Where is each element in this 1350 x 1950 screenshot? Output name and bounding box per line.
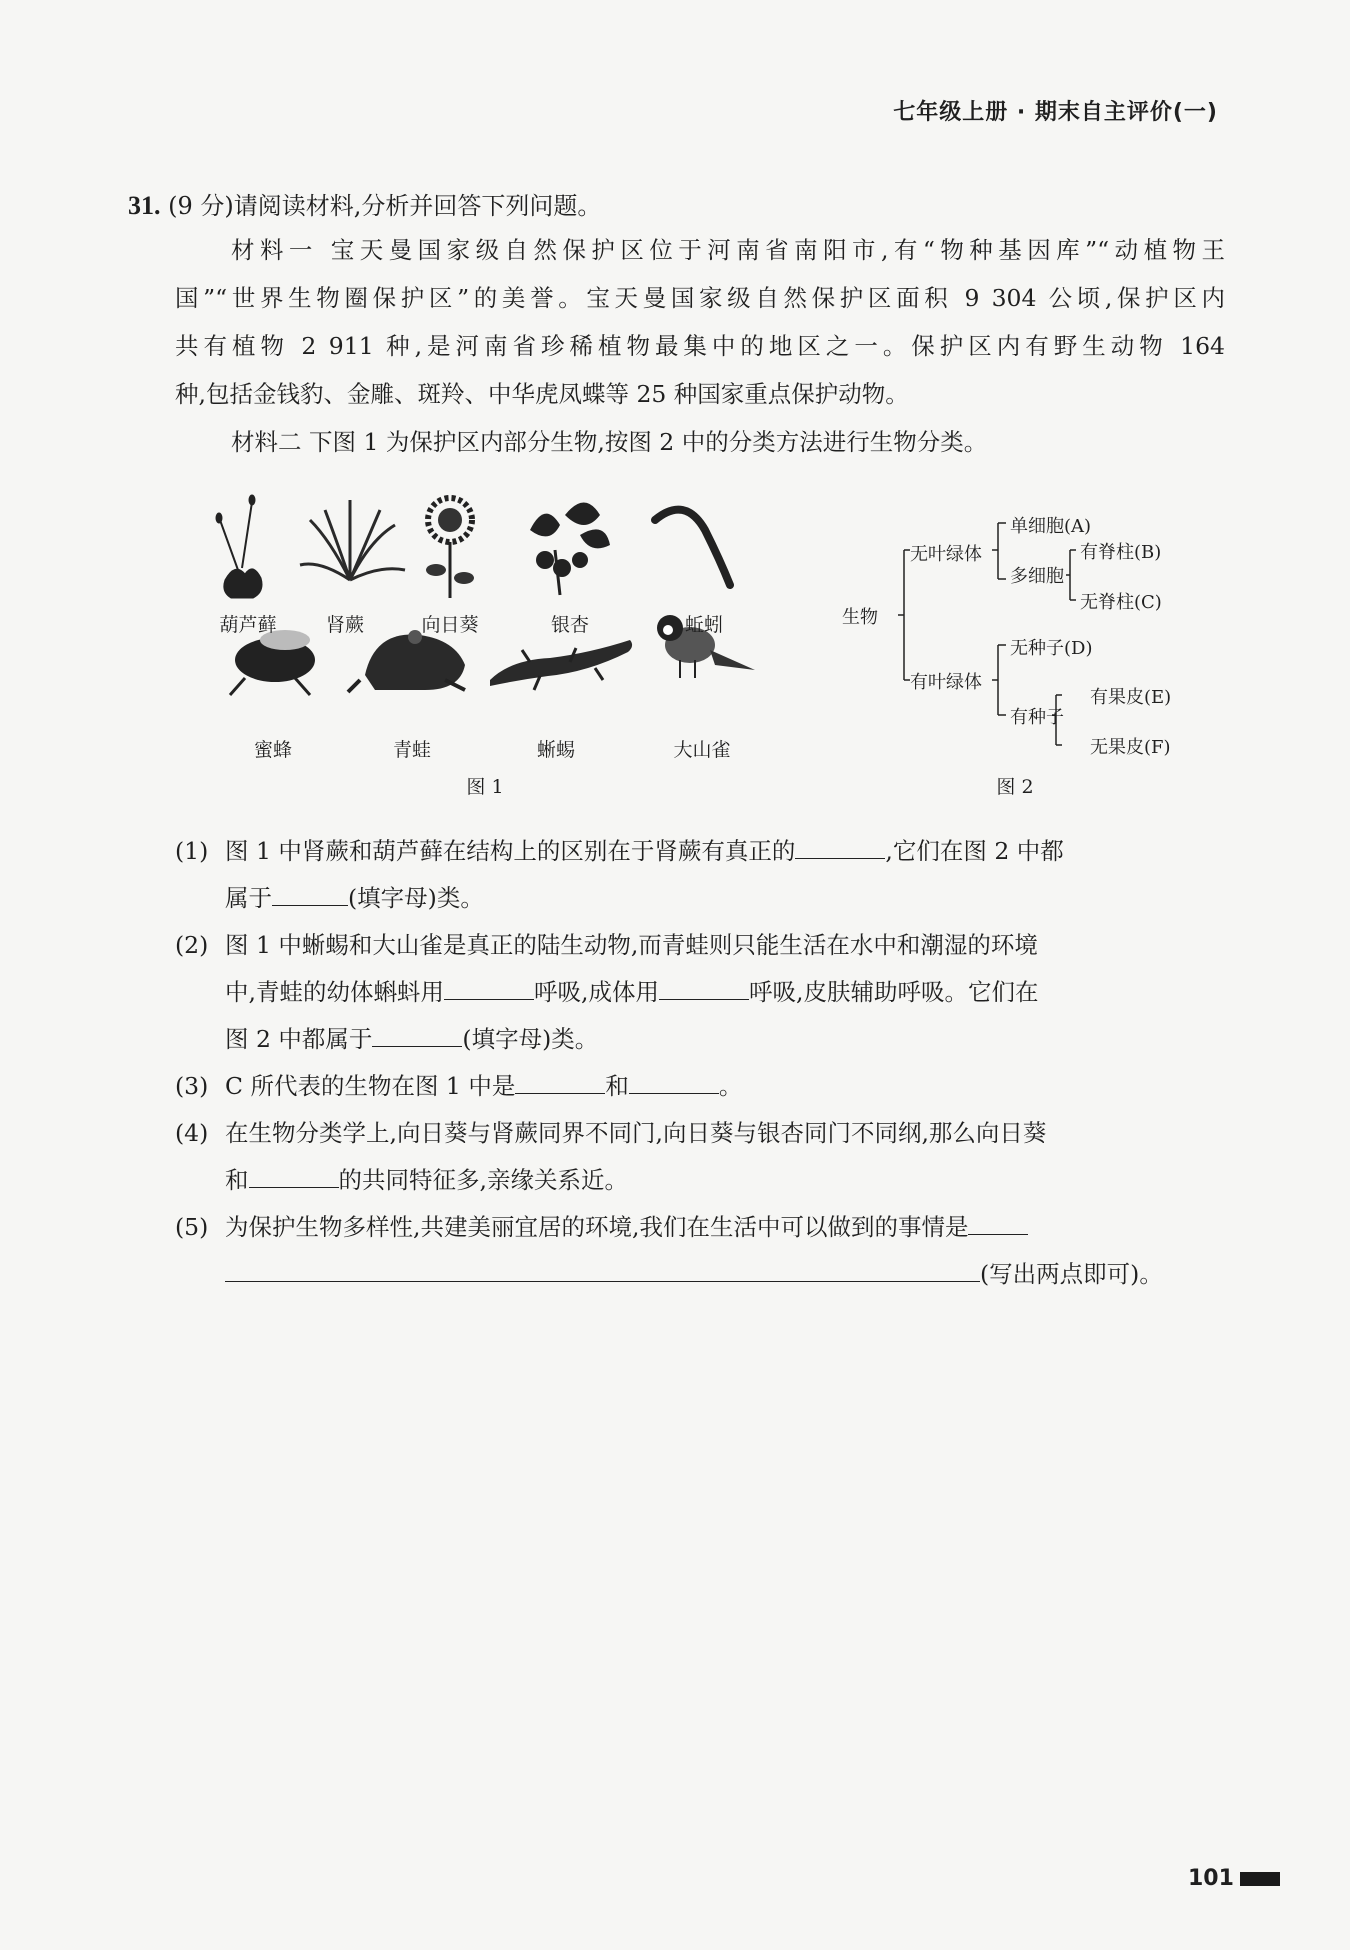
- answer-blank[interactable]: [225, 1258, 980, 1283]
- sunflower-icon: [426, 498, 474, 598]
- subquestion-text: 中,青蛙的幼体蝌蚪用: [225, 978, 444, 1006]
- subquestion-5: [175, 1204, 1225, 1298]
- subquestion-text: 和: [605, 1072, 629, 1100]
- subquestion-text: 和: [225, 1166, 249, 1194]
- subquestion-text: 呼吸,皮肤辅助呼吸。它们在: [748, 978, 1039, 1006]
- organism-label: 蜜蜂: [253, 739, 292, 761]
- subquestion-text: ,它们在图 2 中都: [885, 837, 1064, 865]
- bee-icon: [230, 630, 315, 695]
- organism-label: 肾蕨: [325, 614, 364, 636]
- subquestion-text: 图 1 中肾蕨和葫芦藓在结构上的区别在于肾蕨有真正的: [225, 837, 796, 865]
- answer-blank[interactable]: [795, 835, 885, 860]
- organism-label: 蜥蜴: [536, 739, 575, 761]
- subquestion-number: (2): [175, 931, 209, 959]
- answer-blank[interactable]: [249, 1164, 339, 1189]
- subquestion-4: [175, 1110, 1225, 1204]
- question-intro: [128, 186, 601, 221]
- tree-no-pericarp: 无果皮(F): [1090, 737, 1171, 758]
- subquestion-3: [175, 1063, 1225, 1110]
- answer-blank[interactable]: [372, 1023, 462, 1048]
- page-header: 七年级上册 · 期末自主评价(一): [893, 100, 1218, 125]
- answer-blank[interactable]: [659, 976, 749, 1001]
- subquestion-text: (填字母)类。: [348, 884, 484, 912]
- organism-label: 银杏: [550, 614, 589, 636]
- subquestion-number: (5): [175, 1213, 209, 1241]
- subquestion-2: [175, 922, 1225, 1063]
- moss-icon: [216, 495, 262, 598]
- answer-blank[interactable]: [629, 1070, 719, 1095]
- organism-label: 大山雀: [673, 739, 731, 761]
- earthworm-icon: [655, 510, 730, 585]
- subquestion-text: 呼吸,成体用: [533, 978, 659, 1006]
- tree-has-seed: 有种子: [1010, 707, 1064, 728]
- material-one-line: 共有植物 2 911 种,是河南省珍稀植物最集中的地区之一。保护区内有野生动物 164: [175, 332, 1225, 360]
- tree-unicellular: 单细胞(A): [1010, 516, 1092, 537]
- material-one: [175, 226, 1225, 418]
- frog-icon: [348, 630, 465, 692]
- organism-label: 蚯蚓: [684, 614, 723, 636]
- subquestion-number: (4): [175, 1119, 209, 1147]
- lizard-icon: [490, 640, 632, 690]
- subquestions: [175, 828, 1225, 1298]
- page-number: 101: [1188, 1866, 1234, 1891]
- material-two: 材料二 下图 1 为保护区内部分生物,按图 2 中的分类方法进行生物分类。: [231, 428, 988, 456]
- organism-label: 向日葵: [421, 614, 479, 636]
- subquestion-text: (填字母)类。: [462, 1025, 599, 1053]
- subquestion-text: 为保护生物多样性,共建美丽宜居的环境,我们在生活中可以做到的事情是: [225, 1213, 969, 1241]
- material-one-line: 材料一 宝天曼国家级自然保护区位于河南省南阳市,有“物种基因库”“动植物王: [231, 236, 1225, 264]
- subquestion-1: [175, 828, 1225, 922]
- subquestion-text: 图 2 中都属于: [225, 1025, 373, 1053]
- subquestion-text: 在生物分类学上,向日葵与肾蕨同界不同门,向日葵与银杏同门不同纲,那么向日葵: [225, 1119, 1047, 1147]
- answer-blank[interactable]: [444, 976, 534, 1001]
- figure-2-caption: 图 2: [996, 776, 1034, 798]
- tree-multicellular: 多细胞: [1010, 566, 1064, 587]
- fern-icon: [300, 500, 405, 580]
- tree-root: 生物: [842, 607, 878, 628]
- tree-no-seed: 无种子(D): [1010, 638, 1093, 659]
- question-text: (9 分)请阅读材料,分析并回答下列问题。: [168, 192, 602, 220]
- subquestion-text: (写出两点即可)。: [980, 1260, 1163, 1288]
- tree-vertebrate: 有脊柱(B): [1080, 542, 1162, 563]
- tree-invertebrate: 无脊柱(C): [1080, 592, 1162, 613]
- tree-has-chlorophyll: 有叶绿体: [910, 672, 982, 693]
- organism-label: 青蛙: [392, 739, 431, 761]
- material-one-line: 国”“世界生物圈保护区”的美誉。宝天曼国家级自然保护区面积 9 304 公顷,保护区内: [175, 284, 1225, 312]
- subquestion-number: (3): [175, 1072, 209, 1100]
- subquestion-number: (1): [175, 837, 209, 865]
- tree-no-chlorophyll: 无叶绿体: [910, 544, 982, 565]
- subquestion-text: 。: [718, 1072, 743, 1100]
- answer-blank[interactable]: [515, 1070, 605, 1095]
- question-number: 31.: [128, 191, 161, 220]
- subquestion-text: C 所代表的生物在图 1 中是: [225, 1072, 516, 1100]
- subquestion-text: 图 1 中蜥蜴和大山雀是真正的陆生动物,而青蛙则只能生活在水中和潮湿的环境: [225, 931, 1038, 959]
- ginkgo-icon: [530, 503, 610, 596]
- subquestion-text: 属于: [225, 884, 272, 912]
- figure-1-caption: 图 1: [466, 776, 504, 798]
- organism-label: 葫芦藓: [219, 614, 277, 636]
- answer-blank[interactable]: [968, 1211, 1028, 1236]
- tree-has-pericarp: 有果皮(E): [1090, 687, 1172, 708]
- page-number-bar: [1240, 1872, 1280, 1886]
- answer-blank[interactable]: [272, 882, 348, 907]
- subquestion-text: 的共同特征多,亲缘关系近。: [338, 1166, 628, 1194]
- material-one-line: 种,包括金钱豹、金雕、斑羚、中华虎凤蝶等 25 种国家重点保护动物。: [175, 380, 909, 408]
